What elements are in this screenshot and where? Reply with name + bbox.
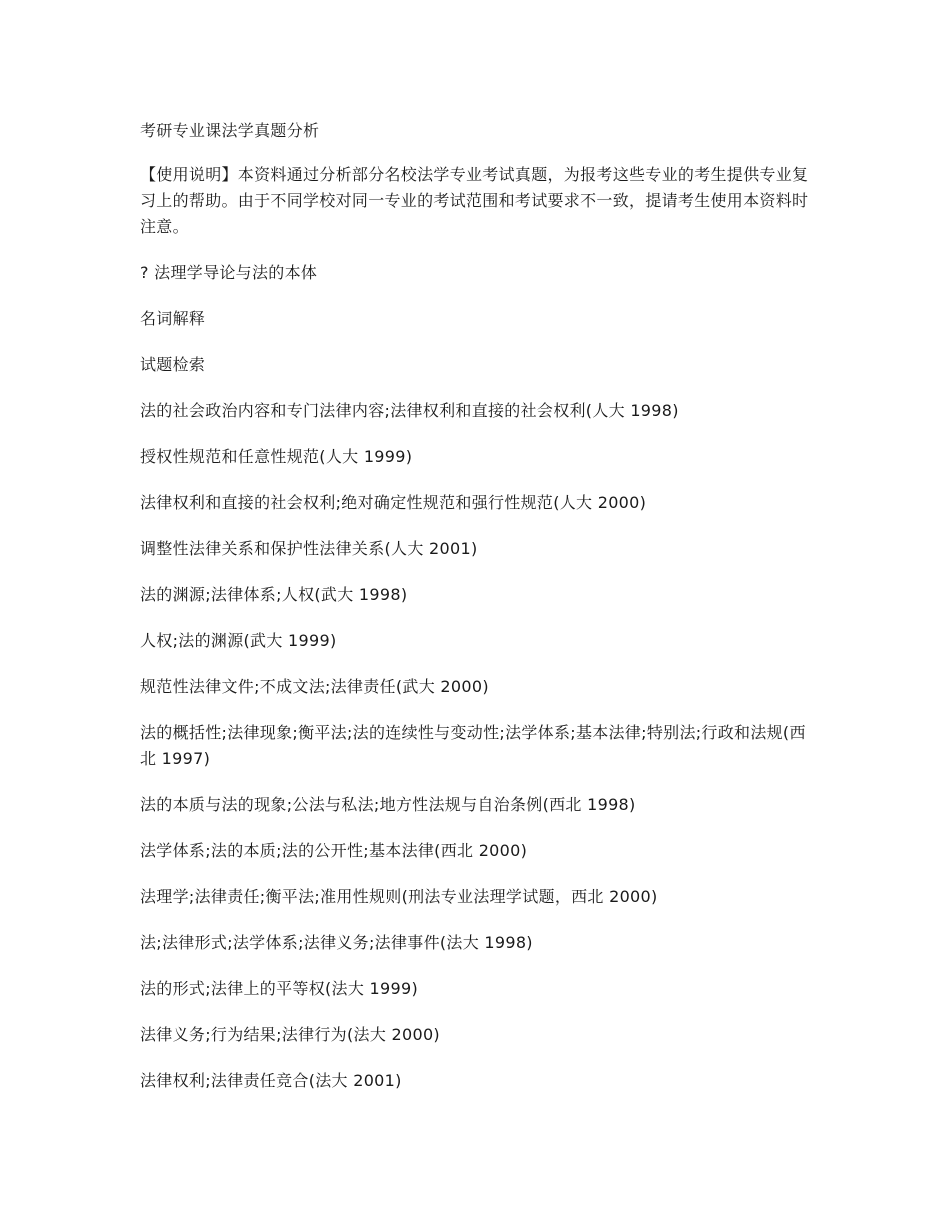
question-item: 法的本质与法的现象;公法与私法;地方性法规与自治条例(西北 1998) [140, 795, 636, 814]
document-title: 考研专业课法学真题分析 [140, 121, 320, 140]
question-item: 授权性规范和任意性规范(人大 1999) [140, 447, 413, 466]
question-item: 调整性法律关系和保护性法律关系(人大 2001) [140, 539, 478, 558]
section-heading: ? 法理学导论与法的本体 [140, 263, 318, 282]
question-item: 法的形式;法律上的平等权(法大 1999) [140, 979, 418, 998]
question-item: 法律权利和直接的社会权利;绝对确定性规范和强行性规范(人大 2000) [140, 493, 647, 512]
question-item: 法;法律形式;法学体系;法律义务;法律事件(法大 1998) [140, 933, 533, 952]
question-item: 人权;法的渊源(武大 1999) [140, 631, 337, 650]
question-item: 法的概括性;法律现象;衡平法;法的连续性与变动性;法学体系;基本法律;特别法;行政和法规(西北 1997) [140, 723, 806, 768]
subheading-terms: 名词解释 [140, 309, 206, 328]
question-item: 规范性法律文件;不成文法;法律责任(武大 2000) [140, 677, 489, 696]
question-item: 法的渊源;法律体系;人权(武大 1998) [140, 585, 408, 604]
question-item: 法律权利;法律责任竞合(法大 2001) [140, 1071, 402, 1090]
question-item: 法理学;法律责任;衡平法;准用性规则(刑法专业法理学试题，西北 2000) [140, 887, 658, 906]
usage-note: 【使用说明】本资料通过分析部分名校法学专业考试真题，为报考这些专业的考生提供专业复习上的帮助。由于不同学校对同一专业的考试范围和考试要求不一致，提请考生使用本资料时注意。 [140, 165, 809, 236]
question-item: 法律义务;行为结果;法律行为(法大 2000) [140, 1025, 440, 1044]
subheading-search: 试题检索 [140, 355, 206, 374]
question-item: 法的社会政治内容和专门法律内容;法律权利和直接的社会权利(人大 1998) [140, 401, 679, 420]
question-item: 法学体系;法的本质;法的公开性;基本法律(西北 2000) [140, 841, 528, 860]
document-body [140, 118, 812, 1114]
